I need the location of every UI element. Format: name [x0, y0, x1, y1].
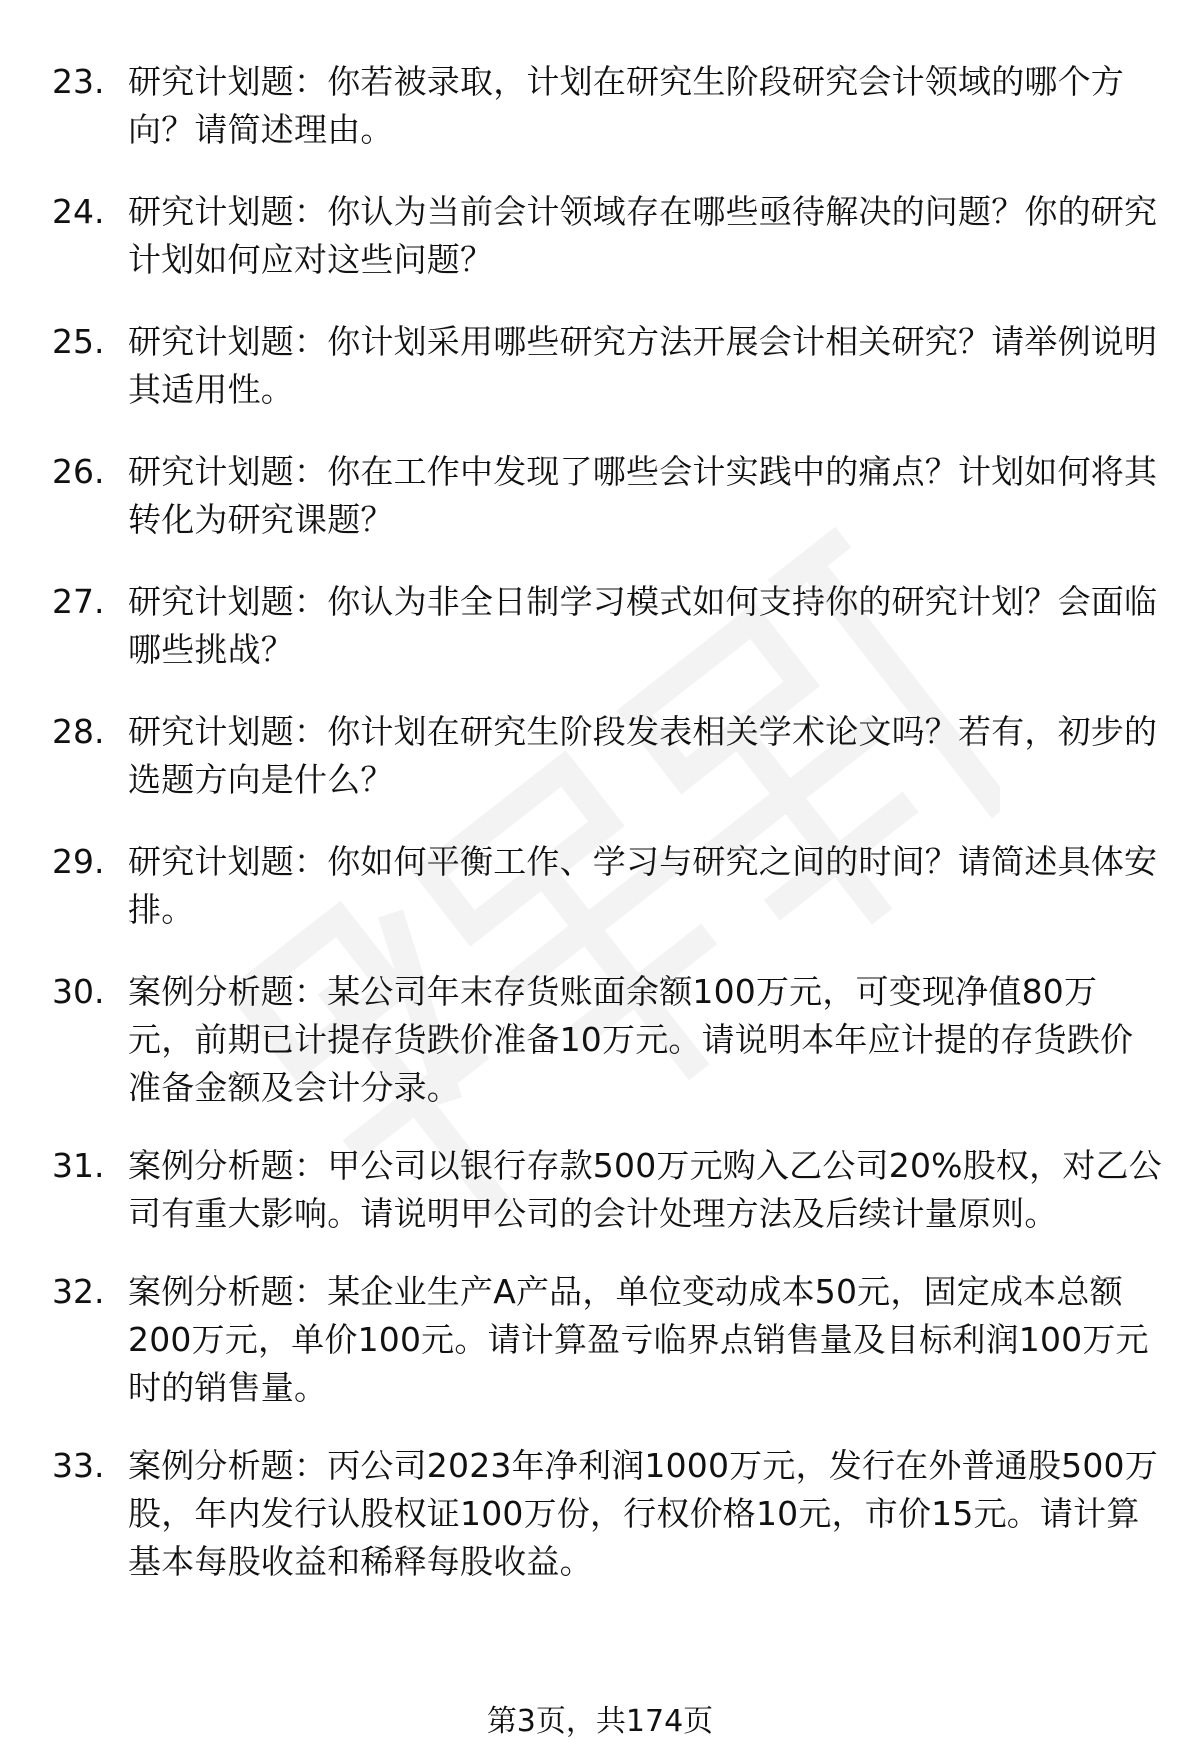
- question-number: 23.: [52, 62, 105, 101]
- question-27: [52, 578, 1162, 674]
- question-31: [52, 1142, 1162, 1238]
- question-number: 28.: [52, 712, 105, 751]
- question-number: 30.: [52, 972, 105, 1011]
- question-text: 研究计划题：你若被录取，计划在研究生阶段研究会计领域的哪个方向？请简述理由。: [128, 62, 1124, 149]
- question-24: [52, 188, 1162, 284]
- question-text: 案例分析题：丙公司2023年净利润1000万元，发行在外普通股500万股，年内发行认股权证100万份，行权价格10元，市价15元。请计算基本每股收益和稀释每股收益。: [128, 1446, 1158, 1581]
- question-text: 研究计划题：你计划在研究生阶段发表相关学术论文吗？若有，初步的选题方向是什么？: [128, 712, 1158, 799]
- question-29: [52, 838, 1162, 934]
- question-text: 研究计划题：你如何平衡工作、学习与研究之间的时间？请简述具体安排。: [128, 842, 1158, 929]
- question-23: [52, 58, 1162, 154]
- question-text: 案例分析题：甲公司以银行存款500万元购入乙公司20%股权，对乙公司有重大影响。请说明甲公司的会计处理方法及后续计量原则。: [128, 1146, 1162, 1233]
- question-number: 25.: [52, 322, 105, 361]
- question-33: [52, 1442, 1162, 1586]
- question-number: 31.: [52, 1146, 105, 1185]
- question-number: 24.: [52, 192, 105, 231]
- question-25: [52, 318, 1162, 414]
- question-text: 研究计划题：你认为当前会计领域存在哪些亟待解决的问题？你的研究计划如何应对这些问题？: [128, 192, 1158, 279]
- question-number: 33.: [52, 1446, 105, 1485]
- question-number: 26.: [52, 452, 105, 491]
- question-number: 27.: [52, 582, 105, 621]
- question-26: [52, 448, 1162, 544]
- question-text: 研究计划题：你计划采用哪些研究方法开展会计相关研究？请举例说明其适用性。: [128, 322, 1158, 409]
- question-32: [52, 1268, 1162, 1412]
- question-text: 案例分析题：某公司年末存货账面余额100万元，可变现净值80万元，前期已计提存货跌价准备10万元。请说明本年应计提的存货跌价准备金额及会计分录。: [128, 972, 1134, 1107]
- question-number: 29.: [52, 842, 105, 881]
- page-footer: 第3页，共174页: [486, 1704, 714, 1739]
- question-text: 研究计划题：你在工作中发现了哪些会计实践中的痛点？计划如何将其转化为研究课题？: [128, 452, 1158, 539]
- question-number: 32.: [52, 1272, 105, 1311]
- question-text: 案例分析题：某企业生产A产品，单位变动成本50元，固定成本总额200万元，单价100元。请计算盈亏临界点销售量及目标利润100万元时的销售量。: [128, 1272, 1149, 1407]
- question-text: 研究计划题：你认为非全日制学习模式如何支持你的研究计划？会面临哪些挑战？: [128, 582, 1158, 669]
- question-list: [52, 58, 1162, 1616]
- question-30: [52, 968, 1162, 1112]
- question-28: [52, 708, 1162, 804]
